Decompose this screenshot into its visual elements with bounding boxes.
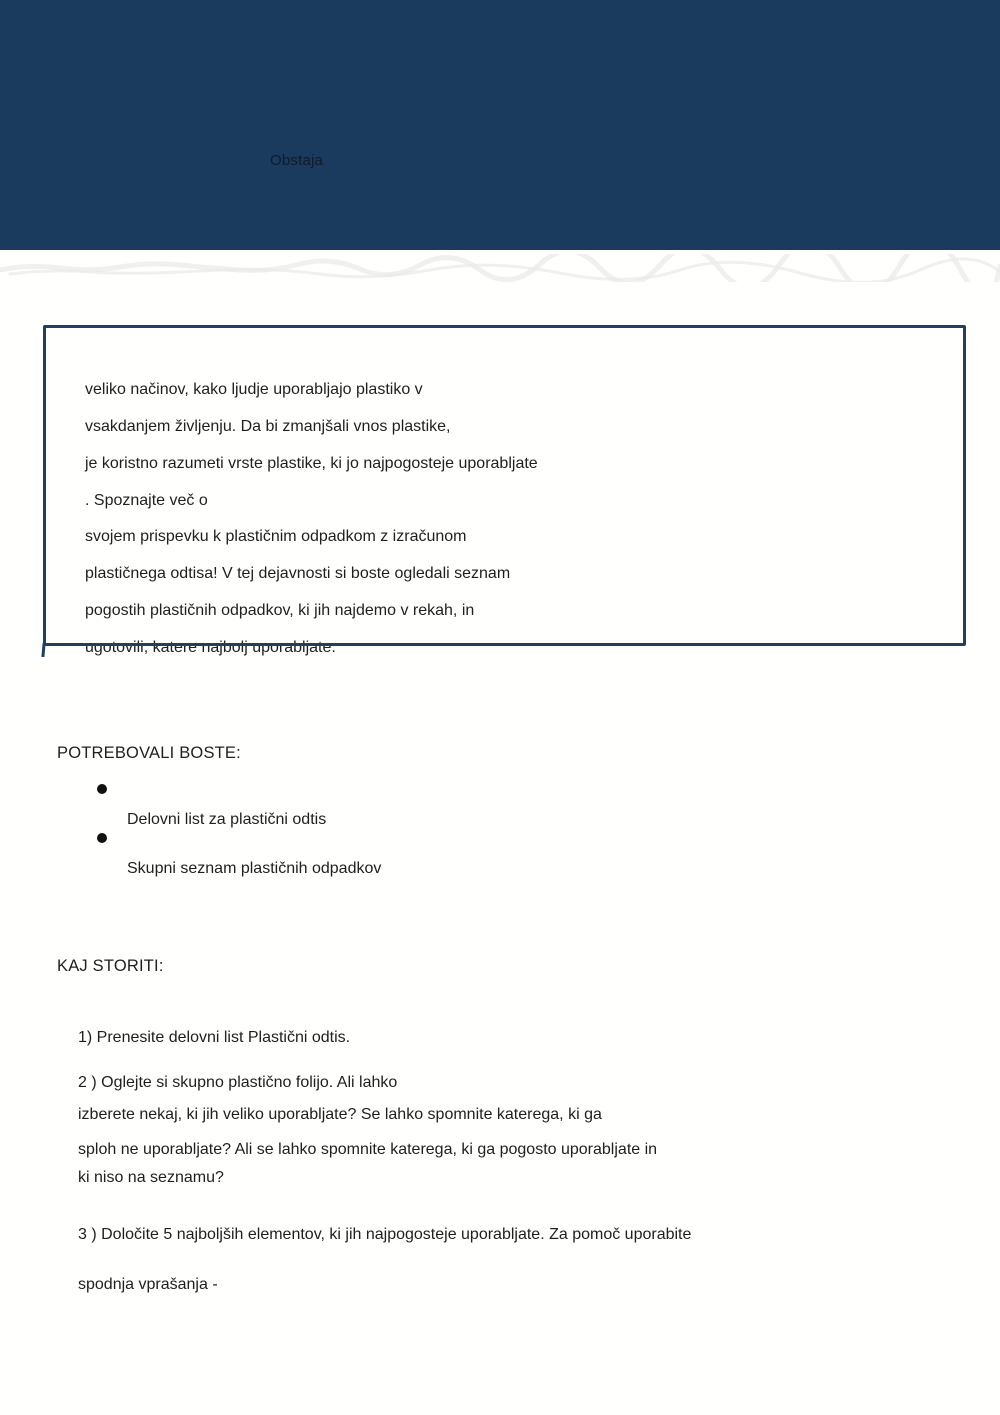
step-line: spodnja vprašanja - [78, 1276, 218, 1293]
intro-line: plastičnega odtisa! V tej dejavnosti si boste ogledali seznam [85, 565, 511, 582]
intro-line: je koristno razumeti vrste plastike, ki jo najpogosteje uporabljate [85, 455, 538, 472]
materials-heading: POTREBOVALI BOSTE: [57, 744, 241, 762]
decorative-squiggle [0, 254, 1000, 282]
step-line: 3 ) Določite 5 najboljših elementov, ki jih najpogosteje uporabljate. Za pomoč uporabite [78, 1226, 692, 1243]
material-item: Delovni list za plastični odtis [127, 811, 327, 828]
instructions-heading: KAJ STORITI: [57, 957, 164, 975]
intro-frame [43, 325, 966, 646]
step-line: ki niso na seznamu? [78, 1169, 224, 1186]
intro-line: pogostih plastičnih odpadkov, ki jih najdemo v rekah, in [85, 602, 475, 619]
bullet-dot-icon [97, 784, 107, 794]
intro-line: veliko načinov, kako ljudje uporabljajo plastiko v [85, 381, 423, 398]
intro-line: svojem prispevku k plastičnim odpadkom z izračunom [85, 528, 467, 545]
bullet-dot-icon [97, 833, 107, 843]
header-title: Obstaja [270, 152, 324, 169]
step-line: 2 ) Oglejte si skupno plastično folijo. Ali lahko [78, 1074, 398, 1091]
step-line: 1) Prenesite delovni list Plastični odtis. [78, 1029, 351, 1046]
header-banner [0, 0, 1000, 250]
intro-line: vsakdanjem življenju. Da bi zmanjšali vnos plastike, [85, 418, 451, 435]
material-item: Skupni seznam plastičnih odpadkov [127, 860, 382, 877]
intro-line: ugotovili, katere najbolj uporabljate. [85, 639, 336, 656]
step-line: sploh ne uporabljate? Ali se lahko spomnite katerega, ki ga pogosto uporabljate in [78, 1141, 658, 1158]
intro-line: . Spoznajte več o [85, 492, 208, 509]
step-line: izberete nekaj, ki jih veliko uporabljate? Se lahko spomnite katerega, ki ga [78, 1106, 602, 1123]
